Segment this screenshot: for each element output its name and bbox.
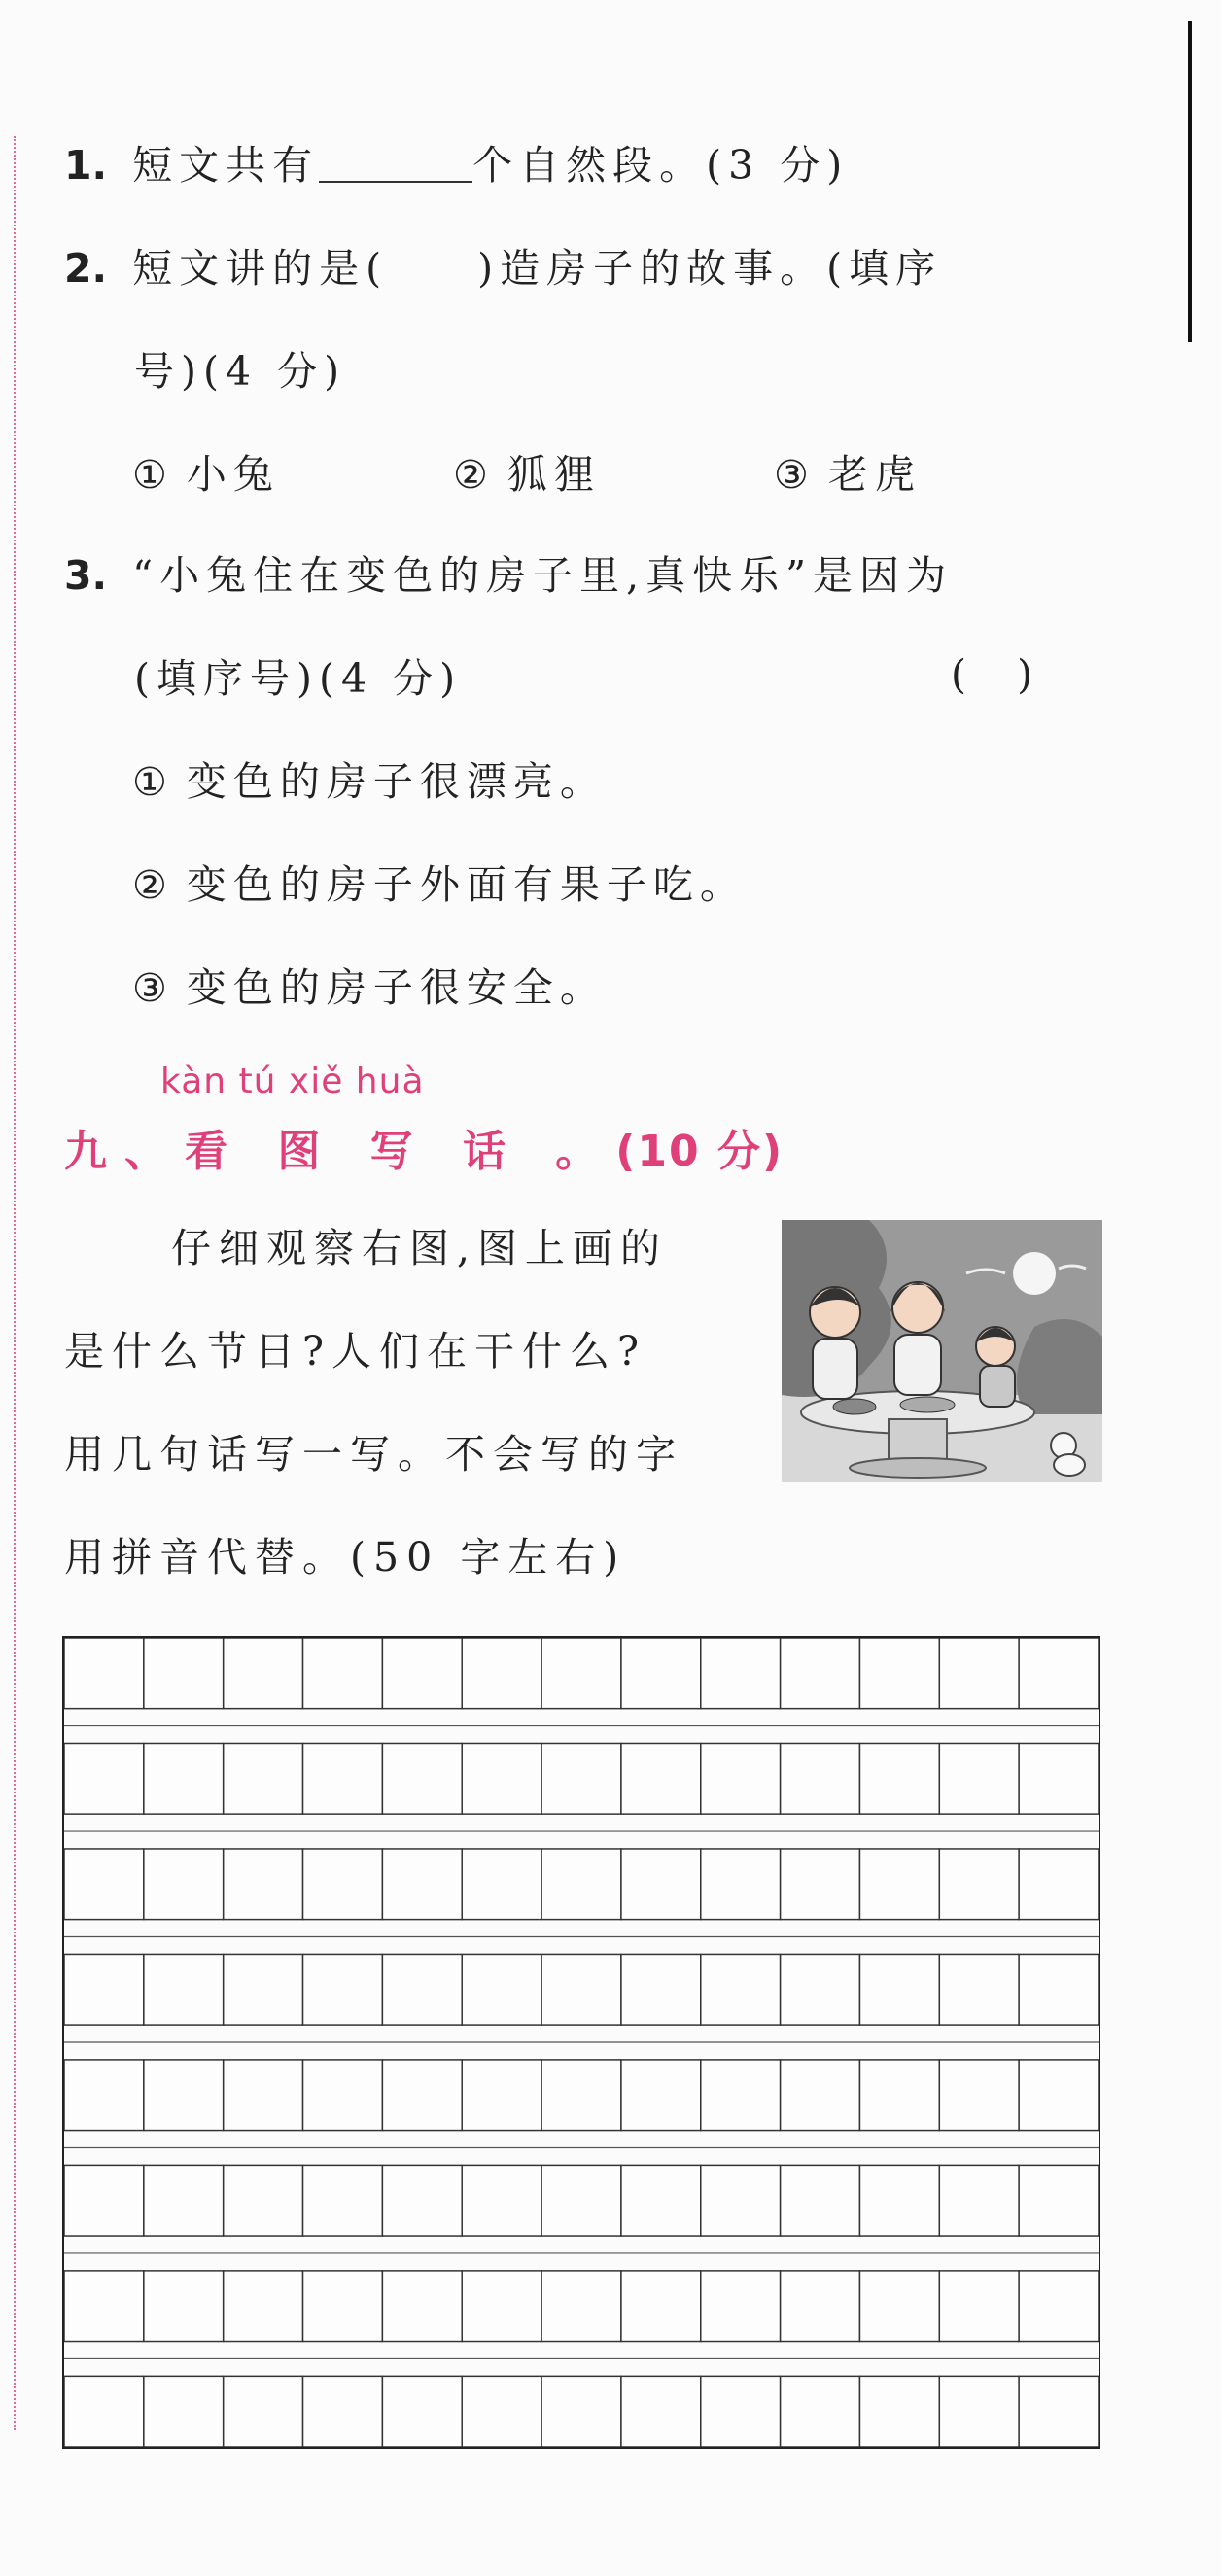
grid-cell[interactable] (224, 2165, 303, 2236)
grid-cell[interactable] (303, 1954, 383, 2025)
q3-option-1: ① 变色的房子很漂亮。 (132, 758, 607, 805)
grid-cell[interactable] (224, 2271, 303, 2342)
q3-option-3: ③ 变色的房子很安全。 (132, 964, 607, 1011)
grid-cell[interactable] (303, 1743, 383, 1814)
grid-cell[interactable] (462, 1638, 541, 1709)
grid-cell[interactable] (859, 2271, 939, 2342)
question-1 (64, 140, 849, 191)
grid-cell[interactable] (541, 2271, 621, 2342)
grid-cell[interactable] (1019, 1849, 1099, 1920)
grid-cell[interactable] (859, 2165, 939, 2236)
question-number: 2. (64, 245, 108, 292)
question-text: “小兔住在变色的房子里,真快乐”是因为 (132, 552, 954, 599)
question-text: 个自然段。(3 分) (472, 142, 850, 189)
moon-icon (1013, 1252, 1056, 1295)
grid-cell[interactable] (382, 1849, 462, 1920)
prompt-line-1: 仔细观察右图,图上画的 (171, 1225, 669, 1271)
question-3 (64, 550, 953, 601)
question-number: 3. (64, 552, 108, 599)
grid-cell[interactable] (382, 1954, 462, 2025)
grid-cell[interactable] (462, 2060, 541, 2131)
question-3-continued: (填序号)(4 分) (134, 655, 463, 702)
grid-cell[interactable] (64, 1638, 144, 1709)
grid-cell[interactable] (541, 1638, 621, 1709)
grid-cell[interactable] (939, 1849, 1019, 1920)
grid-cell[interactable] (621, 1954, 701, 2025)
grid-cell[interactable] (939, 1743, 1019, 1814)
grid-cell[interactable] (144, 1638, 224, 1709)
grid-cell[interactable] (781, 1638, 860, 1709)
grid-cell[interactable] (144, 1954, 224, 2025)
answer-paren[interactable]: ( ) (951, 651, 1033, 698)
grid-cell[interactable] (224, 2060, 303, 2131)
grid-cell[interactable] (859, 1638, 939, 1709)
grid-cell[interactable] (541, 1743, 621, 1814)
grid-cell[interactable] (1019, 1638, 1099, 1709)
grid-cell[interactable] (781, 1743, 860, 1814)
grid-cell[interactable] (303, 2060, 383, 2131)
grid-cell[interactable] (303, 2271, 383, 2342)
grid-cell[interactable] (1019, 2060, 1099, 2131)
grid-cell[interactable] (701, 2271, 781, 2342)
grid-cell[interactable] (621, 2376, 701, 2447)
grid-cell[interactable] (939, 2376, 1019, 2447)
grid-cell[interactable] (621, 1638, 701, 1709)
grid-cell[interactable] (859, 1849, 939, 1920)
grid-cell[interactable] (781, 2271, 860, 2342)
grid-cell[interactable] (541, 1849, 621, 1920)
grid-cell[interactable] (224, 1954, 303, 2025)
grid-cell[interactable] (621, 2271, 701, 2342)
grid-cell[interactable] (621, 2060, 701, 2131)
section-title: 九、看 图 写 话 。(10 分) (64, 1127, 785, 1176)
grid-cell[interactable] (859, 1954, 939, 2025)
page-edge (1188, 21, 1192, 342)
grid-cell[interactable] (939, 2165, 1019, 2236)
grid-cell[interactable] (621, 2165, 701, 2236)
grid-cell[interactable] (224, 1638, 303, 1709)
q2-option-3: ③ 老虎 (774, 451, 922, 498)
grid-cell[interactable] (939, 1638, 1019, 1709)
q2-option-1: ① 小兔 (132, 451, 280, 498)
grid-cell[interactable] (541, 2376, 621, 2447)
prompt-line-2: 是什么节日?人们在干什么? (64, 1328, 646, 1375)
illustration-mid-autumn (782, 1220, 1102, 1482)
question-text: 短文共有 (132, 142, 320, 189)
grid-cell[interactable] (303, 2376, 383, 2447)
grid-cell[interactable] (859, 2376, 939, 2447)
grid-cell[interactable] (462, 2271, 541, 2342)
grid-cell[interactable] (1019, 2165, 1099, 2236)
grid-cell[interactable] (382, 1638, 462, 1709)
grid-cell[interactable] (939, 2271, 1019, 2342)
grid-cell[interactable] (382, 2376, 462, 2447)
grid-cell[interactable] (144, 2376, 224, 2447)
grid-cell[interactable] (859, 2060, 939, 2131)
grid-cell[interactable] (1019, 1954, 1099, 2025)
grid-cell[interactable] (701, 1743, 781, 1814)
grid-cell[interactable] (224, 1849, 303, 1920)
grid-cell[interactable] (462, 2165, 541, 2236)
grid-cell[interactable] (144, 2271, 224, 2342)
grid-cell[interactable] (701, 1954, 781, 2025)
grid-cell[interactable] (144, 2060, 224, 2131)
grid-cell[interactable] (462, 1849, 541, 1920)
grid-cell[interactable] (64, 2271, 144, 2342)
grid-cell[interactable] (224, 2376, 303, 2447)
grid-cell[interactable] (781, 2165, 860, 2236)
grid-cell[interactable] (781, 2376, 860, 2447)
section-pinyin: kàn tú xiě huà (160, 1062, 425, 1101)
grid-cell[interactable] (144, 1743, 224, 1814)
grid-cell[interactable] (701, 2376, 781, 2447)
grid-cell[interactable] (64, 1849, 144, 1920)
grid-cell[interactable] (303, 1638, 383, 1709)
q2-option-2: ② 狐狸 (453, 451, 601, 498)
section-score: (10 分) (615, 1127, 785, 1176)
grid-cell[interactable] (382, 2271, 462, 2342)
grid-cell[interactable] (64, 1954, 144, 2025)
question-number: 1. (64, 142, 108, 189)
grid-cell[interactable] (541, 2165, 621, 2236)
grid-cell[interactable] (781, 1849, 860, 1920)
question-2-continued: 号)(4 分) (134, 348, 347, 395)
grid-cell[interactable] (303, 1849, 383, 1920)
answer-blank[interactable] (319, 148, 472, 183)
grid-cell[interactable] (1019, 2376, 1099, 2447)
q3-option-2: ② 变色的房子外面有果子吃。 (132, 861, 747, 908)
grid-cell[interactable] (144, 2165, 224, 2236)
grid-cell[interactable] (781, 2060, 860, 2131)
grid-cell[interactable] (701, 1638, 781, 1709)
grid-cell[interactable] (701, 2060, 781, 2131)
grid-cell[interactable] (701, 2165, 781, 2236)
prompt-line-3: 用几句话写一写。不会写的字 (64, 1431, 683, 1478)
grid-cell[interactable] (462, 2376, 541, 2447)
grid-cell[interactable] (781, 1954, 860, 2025)
grid-cell[interactable] (939, 2060, 1019, 2131)
grid-cell[interactable] (541, 1954, 621, 2025)
grid-cell[interactable] (1019, 1743, 1099, 1814)
grid-cell[interactable] (382, 2060, 462, 2131)
grid-cell[interactable] (64, 2165, 144, 2236)
grid-cell[interactable] (1019, 2271, 1099, 2342)
writing-grid[interactable] (62, 1636, 1100, 2449)
grid-cell[interactable] (64, 2060, 144, 2131)
grid-cell[interactable] (859, 1743, 939, 1814)
grid-cell[interactable] (382, 1743, 462, 1814)
grid-cell[interactable] (701, 1849, 781, 1920)
grid-cell[interactable] (64, 2376, 144, 2447)
grid-cell[interactable] (144, 1849, 224, 1920)
prompt-line-4: 用拼音代替。(50 字左右) (64, 1534, 627, 1581)
grid-cell[interactable] (541, 2060, 621, 2131)
question-2 (64, 243, 942, 294)
grid-cell[interactable] (224, 1743, 303, 1814)
question-text: 短文讲的是( (132, 245, 389, 292)
grid-cell[interactable] (939, 1954, 1019, 2025)
grid-cell[interactable] (64, 1743, 144, 1814)
grid-cell[interactable] (303, 2165, 383, 2236)
question-text: )造房子的故事。(填序 (477, 245, 943, 292)
grid-cell[interactable] (462, 1954, 541, 2025)
grid-cell[interactable] (462, 1743, 541, 1814)
grid-cell[interactable] (621, 1849, 701, 1920)
grid-cell[interactable] (382, 2165, 462, 2236)
margin-dotted-line (14, 136, 16, 2430)
grid-cell[interactable] (621, 1743, 701, 1814)
